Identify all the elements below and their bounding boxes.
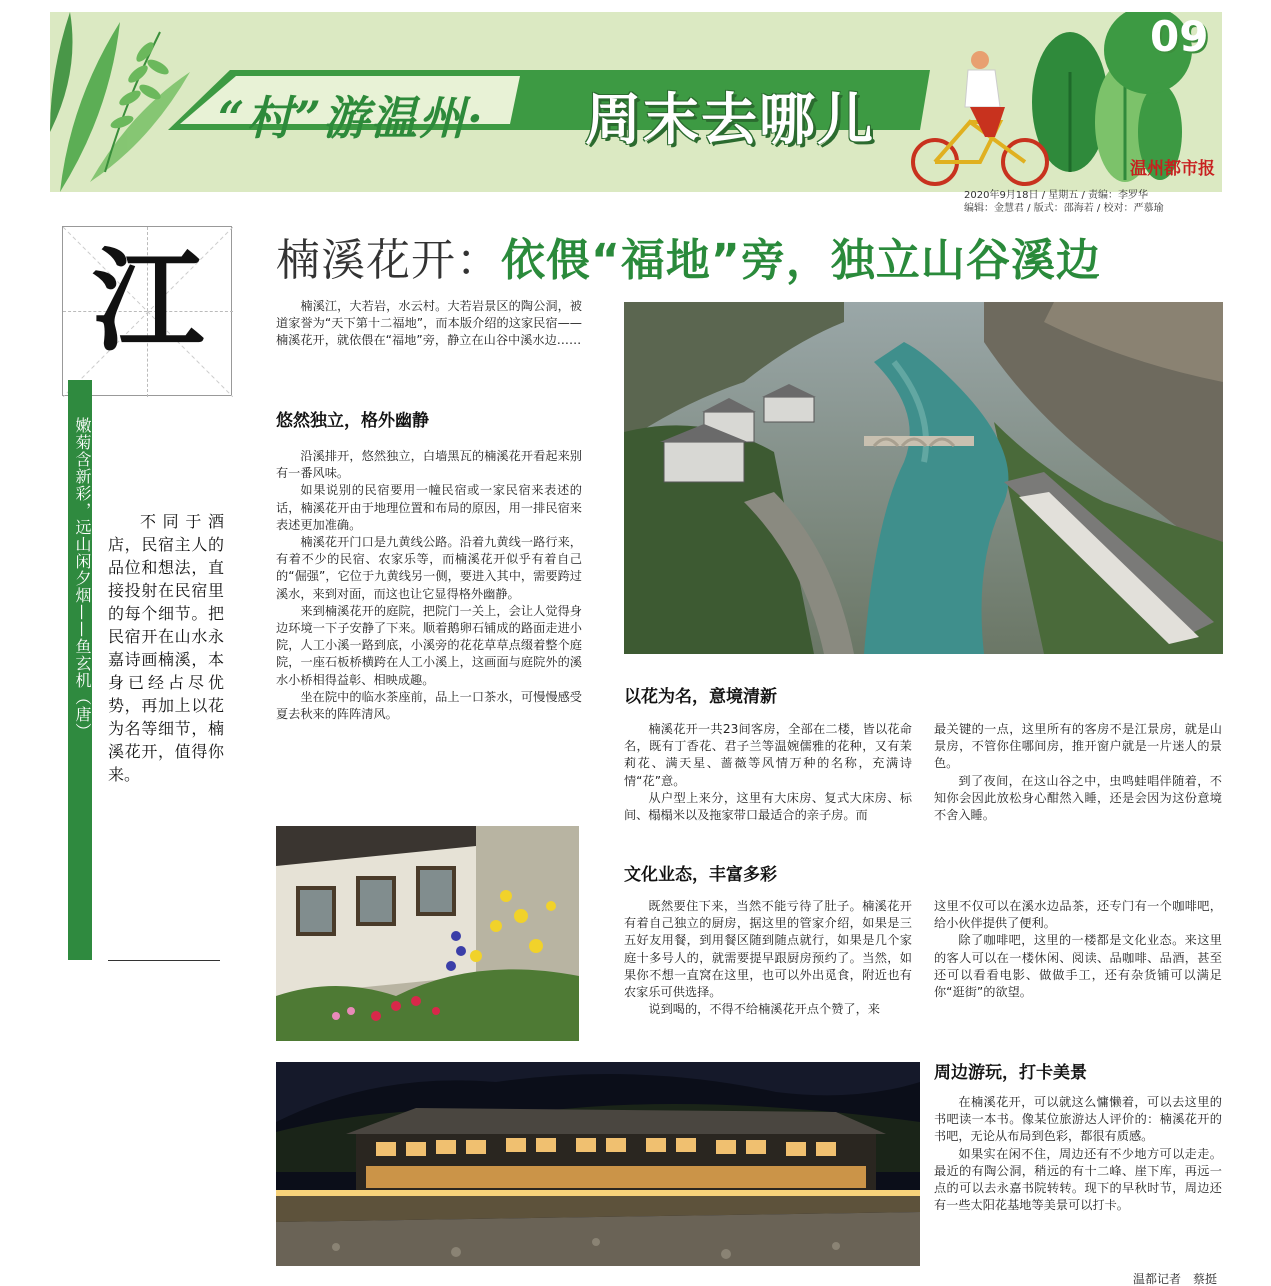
paragraph: 说到喝的，不得不给楠溪花开点个赞了，来 (648, 1002, 880, 1017)
banner-title-quote: “村”游温州· (218, 91, 485, 145)
article-headline (276, 224, 1101, 288)
character-grid-box (62, 226, 232, 396)
paragraph: 从户型上来分，这里有大床房、复式大床房、标间、榻榻米以及拖家带口最适合的亲子房。而 (624, 790, 912, 823)
paragraph: 既然要住下来，当然不能亏待了肚子。楠溪花开有着自己独立的厨房，据这里的管家介绍，如果是三五好友用餐，到用餐区随到随点就行，如果是几个家庭十多号人的，就需要提早跟厨房预约了。当然，如果你不想一直窝在这里，也可以外出觅食，附近也有农家乐可供选择。 (624, 899, 912, 1000)
paragraph: 在楠溪花开，可以就这么慵懒着，可以去这里的书吧读一本书。像某位旅游达人评价的：楠溪花开的书吧，无论从布局到色彩，都很有质感。 (934, 1095, 1222, 1144)
paragraph: 楠溪花开门口是九黄线公路。沿着九黄线一路行来，有着不少的民宿、农家乐等，而楠溪花开似乎有着自己的“倔强”，它位于九黄线另一侧，要进入其中，需要跨过溪水，来到对面，而这也让它显得格外幽静。 (276, 535, 582, 601)
section2-body-col-a (624, 721, 912, 824)
paragraph: 楠溪花开一共23间客房，全部在二楼，皆以花命名，既有丁香花、君子兰等温婉儒雅的花种，又有茉莉花、满天星、蔷薇等风情万种的名称，充满诗情“花”意。 (624, 722, 912, 788)
byline: 温都记者 蔡挺 (1133, 1272, 1218, 1286)
issue-meta-line1: 2020年9月18日 / 星期五 / 责编：李罗华 (964, 190, 1148, 201)
banner-title-main: 周末去哪儿 (585, 88, 875, 153)
paragraph: 沿溪排开，悠然独立，白墙黑瓦的楠溪花开看起来别有一番风味。 (276, 449, 582, 481)
poem-bar (68, 380, 92, 960)
night-building-photo (276, 1062, 920, 1266)
section2-title: 以花为名，意境清新 (624, 687, 777, 707)
column-text: 不同于酒店，民宿主人的品位和想法，直接投射在民宿里的每个细节。把民宿开在山水永嘉诗画楠溪，本身已经占尽优势，再加上以花为名等细节，楠溪花开，值得你来。 (108, 512, 224, 784)
paragraph: 坐在院中的临水茶座前，品上一口茶水，可慢慢感受夏去秋来的阵阵清风。 (276, 689, 582, 722)
paragraph: 这里不仅可以在溪水边品茶，还专门有一个咖啡吧，给小伙伴提供了便利。 (934, 899, 1222, 931)
section1-title: 悠然独立，格外幽静 (276, 411, 429, 431)
intro-paragraph: 楠溪江，大若岩，水云村。大若岩景区的陶公洞，被道家誉为“天下第十二福地”，而本版介绍的这家民宿——楠溪花开，就依偎在“福地”旁，静立在山谷中溪水边…… (276, 299, 582, 348)
article-intro (276, 298, 582, 350)
column-big-character: 江 (92, 237, 204, 367)
issue-meta-line2: 编辑：金慧君 / 版式：邵海若 / 校对：严慕瑜 (964, 203, 1164, 214)
paragraph: 如果实在闲不住，周边还有不少地方可以走走。最近的有陶公洞，稍远的有十二峰、崖下库，再远一点的可以去永嘉书院转转。现下的早秋时节，周边还有一些太阳花基地等美景可以打卡。 (934, 1146, 1222, 1213)
paragraph: 到了夜间，在这山谷之中，虫鸣蛙唱伴随着，不知你会因此放松身心酣然入睡，还是会因为这份意境不舍入睡。 (934, 773, 1222, 823)
section1-body (276, 448, 582, 723)
paragraph: 来到楠溪花开的庭院，把院门一关上，会让人觉得身边环境一下子安静了下来。顺着鹅卵石铺成的路面走进小院，人工小溪一路到底，小溪旁的花花草草点缀着整个庭院，一座石板桥横跨在人工小溪上，这画面与庭院外的溪水小桥相得益彰、相映成趣。 (276, 603, 582, 687)
paragraph: 除了咖啡吧，这里的一楼都是文化业态。来这里的客人可以在一楼休闲、阅读、品咖啡、品酒，甚至还可以看看电影、做做手工，还有杂货铺可以满足你“逛街”的欲望。 (934, 933, 1222, 1000)
header-banner (50, 12, 1222, 192)
section2-body-col-b (934, 721, 1222, 824)
section3-title: 文化业态，丰富多彩 (624, 865, 777, 885)
headline-part-b: 依偎“福地”旁，独立山谷溪边 (501, 235, 1101, 286)
section4-title: 周边游玩，打卡美景 (934, 1063, 1087, 1083)
poem-text: 嫩菊含新彩，远山闲夕烟——鱼玄机（唐） (73, 416, 92, 740)
paragraph: 如果说别的民宿要用一幢民宿或一家民宿来表述的话，楠溪花开由于地理位置和布局的原因，用一排民宿来表述更加准确。 (276, 483, 582, 532)
courtyard-flowers-photo (276, 826, 579, 1041)
section4-body (934, 1094, 1222, 1214)
paragraph: 最关键的一点，这里所有的客房不是江景房，就是山景房，不管你住哪间房，推开窗户就是一片迷人的景色。 (934, 722, 1222, 771)
column-divider (108, 960, 220, 961)
newspaper-name: 温州都市报 (1130, 159, 1215, 179)
river-aerial-photo (624, 302, 1223, 654)
headline-part-a: 楠溪花开： (276, 235, 501, 286)
page-number: 09 (1150, 12, 1209, 61)
section3-body-col-b (934, 898, 1222, 1001)
section3-body-col-a (624, 898, 912, 1018)
